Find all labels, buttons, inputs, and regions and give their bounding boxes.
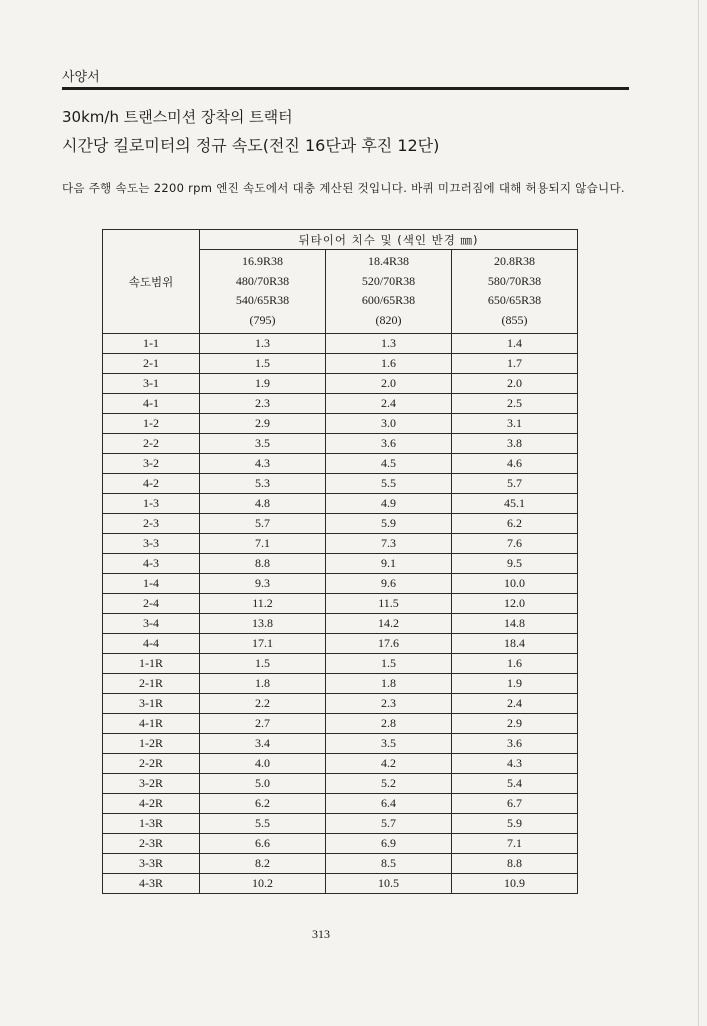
table-row [103,514,578,534]
speed-value-cell: 2.3 [326,694,452,714]
speed-value-cell: 13.8 [200,614,326,634]
table-row [103,554,578,574]
table-row [103,654,578,674]
speed-value-cell: 18.4 [452,634,578,654]
speed-value-cell: 1.8 [326,674,452,694]
table-row [103,434,578,454]
speed-value-cell: 2.7 [200,714,326,734]
table-row [103,354,578,374]
speed-value-cell: 4.3 [200,454,326,474]
speed-value-cell: 2.4 [452,694,578,714]
table-row [103,794,578,814]
speed-value-cell: 1.6 [452,654,578,674]
speed-value-cell: 11.5 [326,594,452,614]
table-row [103,674,578,694]
speed-value-cell: 6.4 [326,794,452,814]
speed-value-cell: 6.6 [200,834,326,854]
speed-value-cell: 2.2 [200,694,326,714]
speed-value-cell: 5.5 [326,474,452,494]
speed-range-cell: 1-1 [103,334,200,354]
speed-range-cell: 3-2 [103,454,200,474]
speed-value-cell: 17.1 [200,634,326,654]
table-row [103,634,578,654]
speed-value-cell: 3.4 [200,734,326,754]
table-row [103,594,578,614]
speed-range-cell: 3-3R [103,854,200,874]
speed-range-cell: 2-2 [103,434,200,454]
page-title-line-2: 시간당 킬로미터의 정규 속도(전진 16단과 후진 12단) [62,136,440,155]
speed-value-cell: 4.2 [326,754,452,774]
tire-size-line: 20.8R38 [493,254,535,268]
speed-value-cell: 10.2 [200,874,326,894]
tire-size-group-header: 뒤타이어 치수 및 (색인 반경 ㎜) [200,230,578,250]
speed-value-cell: 1.5 [200,654,326,674]
speed-range-cell: 4-3R [103,874,200,894]
speed-value-cell: 1.7 [452,354,578,374]
speed-value-cell: 3.6 [326,434,452,454]
table-row [103,814,578,834]
speed-value-cell: 1.3 [326,334,452,354]
tire-size-line: (855) [501,312,528,327]
table-row [103,874,578,894]
speed-value-cell: 5.9 [452,814,578,834]
tire-size-line: 580/70R38 [487,273,542,288]
header-rule [62,87,629,90]
speed-value-cell: 14.2 [326,614,452,634]
speed-value-cell: 4.5 [326,454,452,474]
speed-value-cell: 14.8 [452,614,578,634]
speed-value-cell: 4.8 [200,494,326,514]
speed-value-cell: 12.0 [452,594,578,614]
speed-range-cell: 3-1R [103,694,200,714]
speed-range-cell: 1-4 [103,574,200,594]
speed-range-cell: 2-3 [103,514,200,534]
speed-range-cell: 1-3R [103,814,200,834]
speed-value-cell: 4.9 [326,494,452,514]
speed-value-cell: 2.0 [452,374,578,394]
speed-value-cell: 7.1 [452,834,578,854]
speed-range-cell: 1-2R [103,734,200,754]
section-header-label: 사양서 [62,70,100,85]
tire-size-line: 540/65R38 [235,293,290,307]
speed-value-cell: 17.6 [326,634,452,654]
speed-value-cell: 2.8 [326,714,452,734]
speed-value-cell: 1.5 [326,654,452,674]
speed-value-cell: 5.3 [200,474,326,494]
speed-value-cell: 5.7 [452,474,578,494]
speed-range-cell: 2-1R [103,674,200,694]
tire-size-header-2 [326,250,452,334]
speed-value-cell: 2.9 [200,414,326,434]
table-row [103,454,578,474]
table-row [103,414,578,434]
speed-value-cell: 10.9 [452,874,578,894]
table-row [103,534,578,554]
speed-value-cell: 9.3 [200,574,326,594]
table-row [103,494,578,514]
page-title-line-1: 30km/h 트랜스미션 장착의 트랙터 [62,108,293,126]
speed-range-cell: 2-4 [103,594,200,614]
speed-value-cell: 3.6 [452,734,578,754]
speed-value-cell: 2.4 [326,394,452,414]
speed-value-cell: 2.5 [452,394,578,414]
speed-value-cell: 4.3 [452,754,578,774]
table-row [103,774,578,794]
table-row [103,734,578,754]
speed-value-cell: 8.2 [200,854,326,874]
speed-value-cell: 8.8 [200,554,326,574]
speed-value-cell: 3.5 [200,434,326,454]
speed-value-cell: 5.0 [200,774,326,794]
speed-range-cell: 4-1R [103,714,200,734]
speed-value-cell: 3.1 [452,414,578,434]
table-row [103,574,578,594]
speed-value-cell: 1.4 [452,334,578,354]
speed-value-cell: 5.5 [200,814,326,834]
speed-value-cell: 4.6 [452,454,578,474]
table-row [103,374,578,394]
table-row [103,714,578,734]
speed-range-cell: 4-4 [103,634,200,654]
tire-size-line: 650/65R38 [487,293,542,307]
speed-value-cell: 5.2 [326,774,452,794]
speed-value-cell: 7.6 [452,534,578,554]
speed-range-cell: 2-1 [103,354,200,374]
table-row [103,394,578,414]
speed-value-cell: 2.9 [452,714,578,734]
tire-size-line: 18.4R38 [367,254,409,268]
page-number: 313 [312,927,330,941]
speed-value-cell: 2.0 [326,374,452,394]
speed-table [102,229,578,894]
speed-value-cell: 2.3 [200,394,326,414]
speed-range-cell: 4-2 [103,474,200,494]
speed-range-cell: 4-2R [103,794,200,814]
table-row [103,854,578,874]
speed-value-cell: 5.4 [452,774,578,794]
table-row [103,754,578,774]
speed-value-cell: 10.0 [452,574,578,594]
table-row [103,334,578,354]
tire-size-header-1 [200,250,326,334]
speed-value-cell: 45.1 [452,494,578,514]
speed-value-cell: 9.6 [326,574,452,594]
speed-value-cell: 3.5 [326,734,452,754]
table-row [103,834,578,854]
speed-value-cell: 9.5 [452,554,578,574]
table-row [103,614,578,634]
speed-value-cell: 10.5 [326,874,452,894]
calculation-note: 다음 주행 속도는 2200 rpm 엔진 속도에서 대충 계산된 것입니다. 바퀴 미끄러짐에 대해 허용되지 않습니다. [62,181,625,195]
speed-value-cell: 4.0 [200,754,326,774]
speed-value-cell: 6.2 [200,794,326,814]
speed-range-cell: 1-1R [103,654,200,674]
speed-range-cell: 2-2R [103,754,200,774]
tire-size-line: (820) [375,312,402,327]
speed-value-cell: 7.1 [200,534,326,554]
tire-size-line: 16.9R38 [241,254,283,268]
speed-table-body [103,334,578,894]
speed-value-cell: 1.6 [326,354,452,374]
tire-size-line: 480/70R38 [235,273,290,288]
page-edge-line [698,0,699,1026]
speed-value-cell: 5.7 [326,814,452,834]
speed-value-cell: 6.2 [452,514,578,534]
speed-value-cell: 7.3 [326,534,452,554]
speed-range-cell: 1-2 [103,414,200,434]
speed-range-cell: 3-1 [103,374,200,394]
speed-value-cell: 1.9 [452,674,578,694]
tire-size-line: (795) [249,312,276,327]
speed-value-cell: 9.1 [326,554,452,574]
speed-range-cell: 1-3 [103,494,200,514]
speed-value-cell: 8.5 [326,854,452,874]
speed-range-cell: 3-3 [103,534,200,554]
speed-range-cell: 2-3R [103,834,200,854]
speed-value-cell: 5.9 [326,514,452,534]
speed-value-cell: 1.9 [200,374,326,394]
speed-range-header: 속도범위 [103,230,200,334]
speed-value-cell: 1.3 [200,334,326,354]
speed-value-cell: 6.9 [326,834,452,854]
speed-range-cell: 3-2R [103,774,200,794]
speed-value-cell: 1.8 [200,674,326,694]
speed-value-cell: 6.7 [452,794,578,814]
table-row [103,694,578,714]
tire-size-header-3 [452,250,578,334]
tire-size-line: 520/70R38 [361,273,416,288]
speed-value-cell: 8.8 [452,854,578,874]
speed-range-cell: 4-1 [103,394,200,414]
tire-size-line: 600/65R38 [361,293,416,307]
table-row [103,474,578,494]
speed-value-cell: 5.7 [200,514,326,534]
speed-value-cell: 1.5 [200,354,326,374]
speed-range-cell: 4-3 [103,554,200,574]
speed-value-cell: 11.2 [200,594,326,614]
speed-range-cell: 3-4 [103,614,200,634]
speed-value-cell: 3.8 [452,434,578,454]
speed-value-cell: 3.0 [326,414,452,434]
